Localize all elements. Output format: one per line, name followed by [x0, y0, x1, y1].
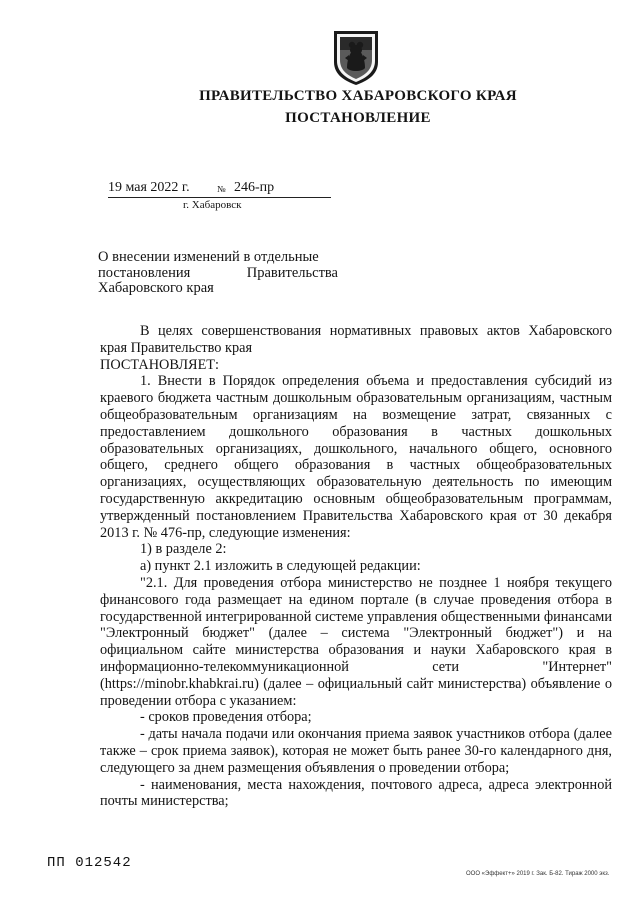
body-paragraph: "2.1. Для проведения отбора министерство не позднее 1 ноября текущего финансового года размещает на едином портале (в случае проведения отбора в государственной интегрированной системе управления общественными финансами "Электронный бюджет" (далее – система "Электронный бюджет") и на официальном сайте министерства образования и науки Хабаровского края в информационно-телекоммуникационной сети "Интернет" (https://minobr.khabkrai.ru) (далее – официальный сайт министерства) объявление о проведении отбора с указанием:: [100, 574, 612, 709]
subject-line-2b: Правительства: [246, 264, 338, 281]
document-city: г. Хабаровск: [183, 199, 242, 211]
resolves-heading: ПОСТАНОВЛЯЕТ:: [100, 356, 220, 373]
body-paragraph: 1. Внести в Порядок определения объема и предоставления субсидий из краевого бюджета частным дошкольным образовательным организациям, частным общеобразовательным организациям на возмещение затрат, связанных с предоставлением дошкольного образования в частных дошкольных образовательных организациях, дошкольного, начального общего, основного общего, среднего общего образования в частных общеобразовательных организациях, осуществляющих образовательную деятельность по имеющим государственную аккредитацию основным общеобразовательным программам, утвержденный постановлением Правительства Хабаровского края от 30 декабря 2013 г. № 476-пр, следующие изменения:: [100, 373, 612, 541]
number-label: №: [217, 184, 226, 194]
list-item: - наименования, места нахождения, почтового адреса, адреса электронной почты министерства;: [100, 776, 612, 810]
document-type: ПОСТАНОВЛЕНИЕ: [285, 110, 431, 126]
subject-line-3: Хабаровского края: [98, 280, 214, 296]
document-number: 246-пр: [234, 180, 275, 195]
date-number-underline: [108, 197, 331, 198]
body-paragraph: а) пункт 2.1 изложить в следующей редакции:: [140, 558, 421, 575]
form-serial-code: ПП 012542: [47, 855, 132, 871]
document-subject: [98, 250, 338, 297]
printer-imprint: ООО «Эффект+» 2019 г. Зак. Б-82. Тираж 2000 экз.: [466, 871, 610, 877]
preamble-paragraph: В целях совершенствования нормативных правовых актов Хабаровского края Правительство края: [100, 323, 612, 356]
government-title: ПРАВИТЕЛЬСТВО ХАБАРОВСКОГО КРАЯ: [199, 88, 517, 104]
coat-of-arms-icon: [331, 28, 381, 86]
document-date: 19 мая 2022 г.: [108, 180, 190, 195]
subject-line-2a: постановления: [98, 264, 191, 281]
body-paragraph: 1) в разделе 2:: [140, 541, 227, 558]
subject-line-1: О внесении изменений в отдельные: [98, 249, 319, 265]
document-body: [100, 323, 612, 810]
list-item: - сроков проведения отбора;: [140, 709, 312, 726]
list-item: - даты начала подачи или окончания приема заявок участников отбора (далее также – срок приема заявок), которая не может быть ранее 30-го календарного дня, следующего за днем размещения объявления о проведении отбора;: [100, 726, 612, 776]
subject-line-2: [98, 266, 338, 282]
